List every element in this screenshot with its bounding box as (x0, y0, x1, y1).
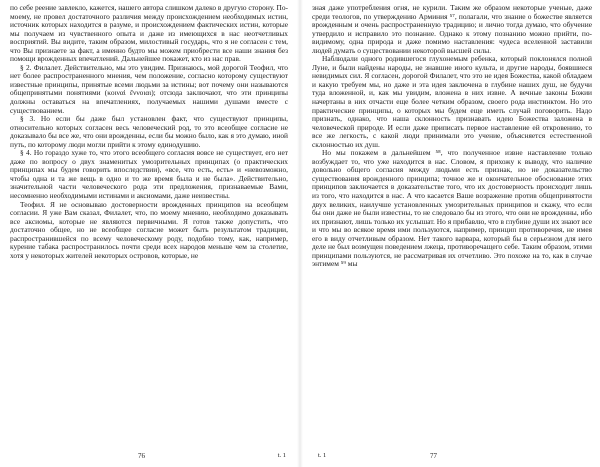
paragraph: § 4. Но гораздо хуже то, что этого всеобщего согласия вовсе не существует, его нет даже по вопросу о двух знаменитых умозрительных принципах (о практических принципах мы будем говорить впоследствии), «все, что есть, есть» и «невозможно, чтобы одна и та же вещь в одно и то же время была и не была». Действительно, значительной части человеческого рода эти предложения, признаваемые Вами, несомненно необходимыми истинами и аксиомами, даже неизвестны. (10, 148, 288, 201)
paragraph: § 2. Филалет. Действительно, мы это увидим. Признаюсь, мой дорогой Теофил, что нет более распространенного мнения, чем положение, согласно которому существуют известные принципы, принятые всеми людьми за истины; вот почему они называются общепринятыми понятиями (κοιναὶ ἔννοιαι); отсюда заключают, что эти принципы должны оставаться на впечатлениях, получаемых нашими душами вместе с существованием. (10, 62, 288, 115)
paragraph: Но мы покажем в дальнейшем ⁵⁸, что полученное извне наставление только возбуждает то, что уже находится в нас. Словом, я прихожу к выводу, что наличие довольно общего согласия между людьми есть признак, но не доказательство существования врожденного принципа; точное же и окончательное обоснование этих принципов заключается в доказательстве того, что их достоверность происходит лишь из того, что находится в нас. А что касается Ваше возражение против общепринятости двух великих, наилучше установленных умозрительных принципов и скажу, что если бы они даже не были известны, то не следовало бы из этого, что они не врожденны, ибо их признают, лишь только их услышат. Но я прибавлю, что в глубине души их знают все и что мы во всякое время ими пользуются, например, принцип противоречия, не имея его в виду отчетливым образом. Нет такого варвара, который бы в серьезном для него деле не был возмущен поведением лжеца, противоречащего себе. Таким образом, этими принципами пользуются, не рассматривая их отчетливо. Это похоже на то, как в случае энтимем ⁵⁹ мы (312, 148, 592, 269)
signature-mark: t. 1 (277, 452, 286, 459)
signature-mark: t. 1 (318, 452, 327, 459)
paragraph: зная даже употребления огня, не курили. Таким же образом некоторые ученые, даже среди теологов, по утверждению Арминия ⁵⁷, полагали, что знание о божестве является врожденным и очень распространенную традицию; и лично тогда думаю, что обучение утвердило и исправило это познание. Однако к этому познанию можно прийти, по-видимому, одна природа и даже помимо наставления: чудеса вселенной заставили людей думать о существовании некоторой высшей силы. (312, 4, 592, 55)
left-page-footer (10, 451, 288, 461)
page-number: 76 (138, 452, 145, 460)
paragraph: § 3. Но если бы даже был установлен факт, что существуют принципы, относительно которых согласен весь человеческий род, то это всеобщее согласие не доказывало бы все же, что они врожденны, если бы можно было, как я это думаю, иной путь, по которому люди могли прийти к этому единодушию. (10, 114, 288, 149)
right-page-text (312, 4, 592, 269)
right-page (312, 4, 592, 463)
left-page (10, 4, 288, 463)
paragraph: по себе реение завлекло, кажется, нашего автора слишком далеко в другую сторону. По-моему, не провел достаточного различия между происхождением необходимых истин, источник которых находится в разуме, и происхождением фактических истин, которые мы получаем из чувственного опыта и даже из имеющихся в нас неотчетливых восприятий. Вы видите, таким образом, милостивый государь, что я не согласен с тем, что Вы признаете за факт, а именно будто мы можем приобрести все наши знания без помощи врожденных впечатлений. Дальнейшее покажет, кто из нас прав. (10, 4, 288, 64)
paragraph: Теофил. Я не основываю достоверности врожденных принципов на всеобщем согласии. Я уже Вам сказал, Филалет, что, по моему мнению, необходимо доказывать все аксиомы, которые не являются первичными. Я готов также допустить, что достаточно общее, но не всеобщее согласие может быть результатом традиции, распространившейся по всему человеческому роду, подобно тому, как, например, курение табака распространилось почти среди всех народов меньше чем за столетие, хотя у некоторых жителей некоторых островов, которые, не (10, 199, 288, 260)
right-page-footer (312, 451, 592, 461)
book-gutter (297, 0, 303, 467)
page-number: 77 (430, 452, 437, 460)
paragraph: Наблюдали одного родившегося глухонемым ребенка, который поклонялся полной Луне, и были найдены народы, не знавшие иного культа, и другие народы, боявшиеся невидимых сил. Я согласен, дорогой Филалет, что это не идея Божества, какой обладаем и какую требуем мы, но даже и эта идея заключена в глубине наших душ, не будучи туда вложенной, и, как мы увидим, вложена в них извне. А вечные законы Божии начертаны в них отчасти еще более четким образом, своего рода инстинктом. Но это практические принципы, о которых мы будем еще иметь случай поговорить. Надо признать, однако, что наша склонность признавать идею Божества заложена в человеческой природе. И если даже приписать первое наставление ей откровению, то все же легкость, с какой люди принимали это учение, объясняется естественной склонностью их душ. (312, 54, 592, 149)
left-page-text (10, 4, 288, 260)
